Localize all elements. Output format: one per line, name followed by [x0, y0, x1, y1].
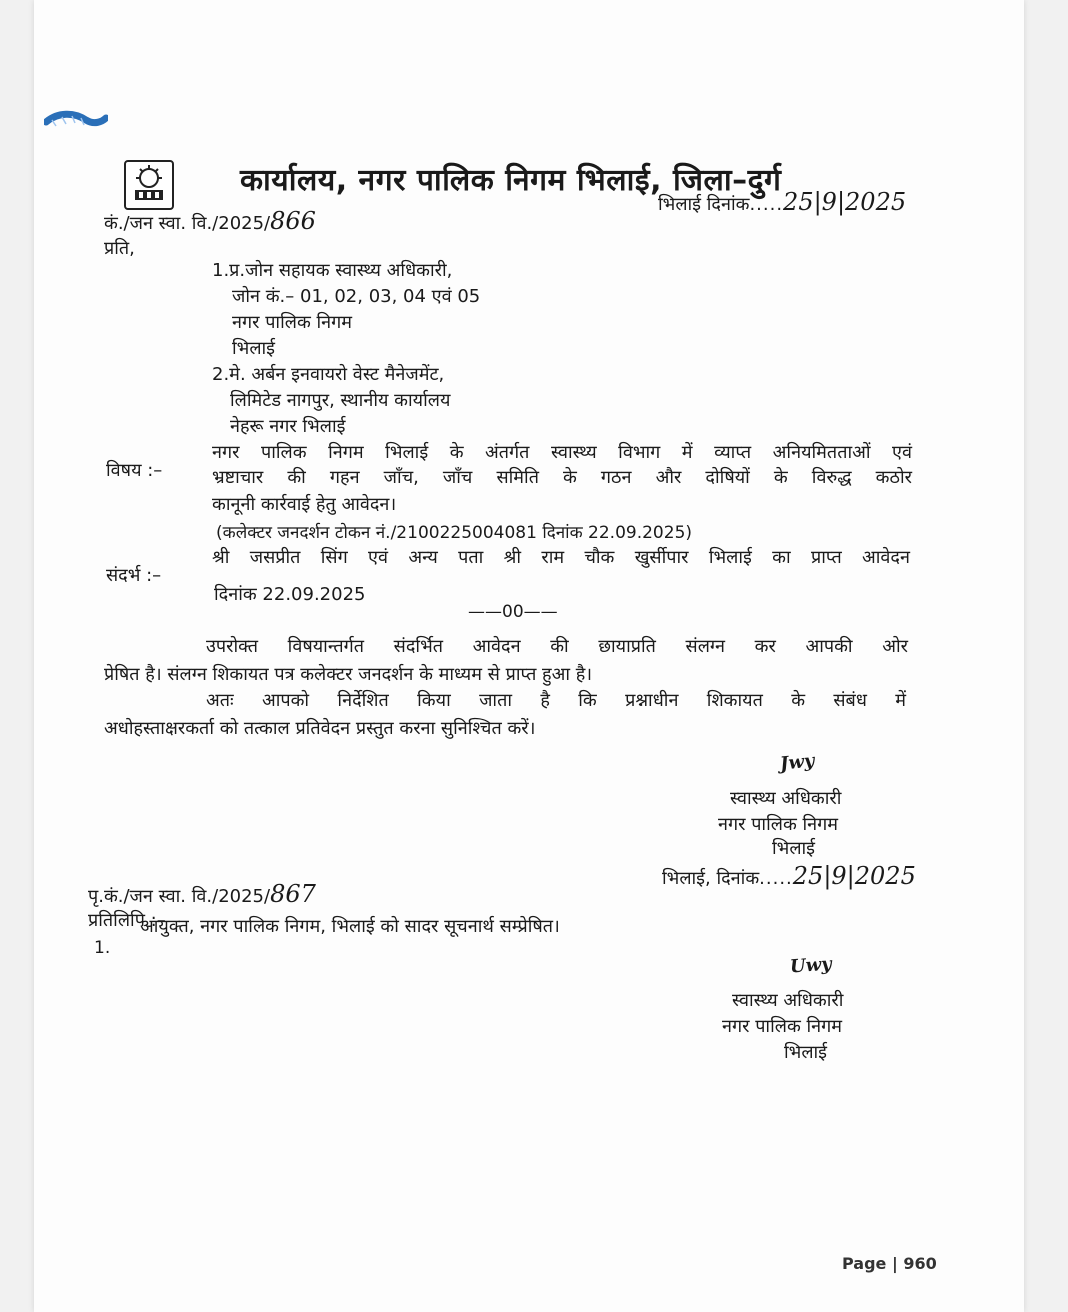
letter-number-handwritten: 866 — [270, 207, 316, 235]
signatory-org: नगर पालिक निगम — [718, 814, 839, 835]
addressee-line: लिमिटेड नागपुर, स्थानीय कार्यालय — [230, 390, 451, 411]
separator: ——00—— — [468, 602, 558, 622]
addressee-line: नेहरू नगर भिलाई — [230, 416, 346, 437]
reference-line: श्री जसप्रीत सिंग एवं अन्य पता श्री राम चौक खुर्सीपार भिलाई का प्राप्त आवेदन — [212, 547, 910, 568]
municipal-emblem-icon — [124, 160, 174, 210]
addressee-line: 2.मे. अर्बन इनवायरो वेस्ट मैनेजमेंट, — [212, 364, 445, 385]
letter-number — [104, 207, 316, 235]
signatory-title: स्वास्थ्य अधिकारी — [730, 788, 842, 809]
date-2-label: भिलाई, दिनांक — [662, 868, 760, 889]
binding-thread-icon — [44, 108, 108, 134]
body-line: प्रेषित है। संलग्न शिकायत पत्र कलेक्टर जनदर्शन के माध्यम से प्राप्त हुआ है। — [104, 664, 593, 685]
page-number: Page | 960 — [842, 1254, 937, 1273]
addressee-line: नगर पालिक निगम — [232, 312, 353, 333]
body-line: उपरोक्त विषयान्तर्गत संदर्भित आवेदन की छायाप्रति संलग्न कर आपकी ओर — [206, 636, 908, 657]
date-2: भिलाई, दिनांक.....25|9|2025 — [662, 862, 916, 890]
prati-lipi-label: प्रतिलिपि :– — [88, 910, 166, 931]
signatory-org: नगर पालिक निगम — [722, 1016, 843, 1037]
copy-item-number: 1. — [94, 938, 111, 958]
signature-scrawl: Uwy — [789, 953, 833, 978]
body-line: अधोहस्ताक्षरकर्ता को तत्काल प्रतिवेदन प्रस्तुत करना सुनिश्चित करें। — [104, 718, 536, 739]
signatory-title: स्वास्थ्य अधिकारी — [732, 990, 844, 1011]
body-line: अतः आपको निर्देशित किया जाता है कि प्रश्नाधीन शिकायत के संबंध में — [206, 690, 906, 711]
subject-token: (कलेक्टर जनदर्शन टोकन नं./2100225004081 दिनांक 22.09.2025) — [216, 523, 693, 543]
subject-label: विषय :– — [106, 460, 163, 481]
addressee-line: जोन कं.– 01, 02, 03, 04 एवं 05 — [232, 286, 481, 307]
office-title: कार्यालय, नगर पालिक निगम भिलाई, जिला–दुर्ग — [240, 163, 782, 198]
letter-number-label: कं./जन स्वा. वि./2025/ — [104, 213, 271, 234]
letter-date: भिलाई दिनांक.....25|9|2025 — [658, 188, 907, 216]
addressee-line: भिलाई — [232, 338, 276, 359]
subject-line: नगर पालिक निगम भिलाई के अंतर्गत स्वास्थ्य विभाग में व्याप्त अनियमितताओं एवं — [212, 442, 912, 463]
signatory-place: भिलाई — [772, 838, 816, 859]
reference-line: दिनांक 22.09.2025 — [214, 584, 366, 605]
reference-label: संदर्भ :– — [106, 565, 162, 586]
date-2-handwritten: 25|9|2025 — [792, 862, 916, 890]
signatory-place: भिलाई — [784, 1042, 828, 1063]
copy-number-label: पृ.कं./जन स्वा. वि./2025/ — [88, 886, 271, 907]
subject-line: कानूनी कार्रवाई हेतु आवेदन। — [212, 494, 397, 515]
signature-scrawl: Jwy — [778, 750, 816, 775]
addressee-line: 1.प्र.जोन सहायक स्वास्थ्य अधिकारी, — [212, 260, 453, 281]
prati-label: प्रति, — [104, 238, 135, 259]
copy-number — [88, 880, 316, 908]
copy-item-text: आयुक्त, नगर पालिक निगम, भिलाई को सादर सूचनार्थ सम्प्रेषित। — [140, 916, 560, 937]
date-label: भिलाई दिनांक — [658, 194, 750, 215]
date-handwritten: 25|9|2025 — [783, 188, 907, 216]
copy-number-handwritten: 867 — [270, 880, 316, 908]
subject-line: भ्रष्टाचार की गहन जाँच, जाँच समिति के गठन और दोषियों के विरुद्ध कठोर — [212, 467, 912, 488]
